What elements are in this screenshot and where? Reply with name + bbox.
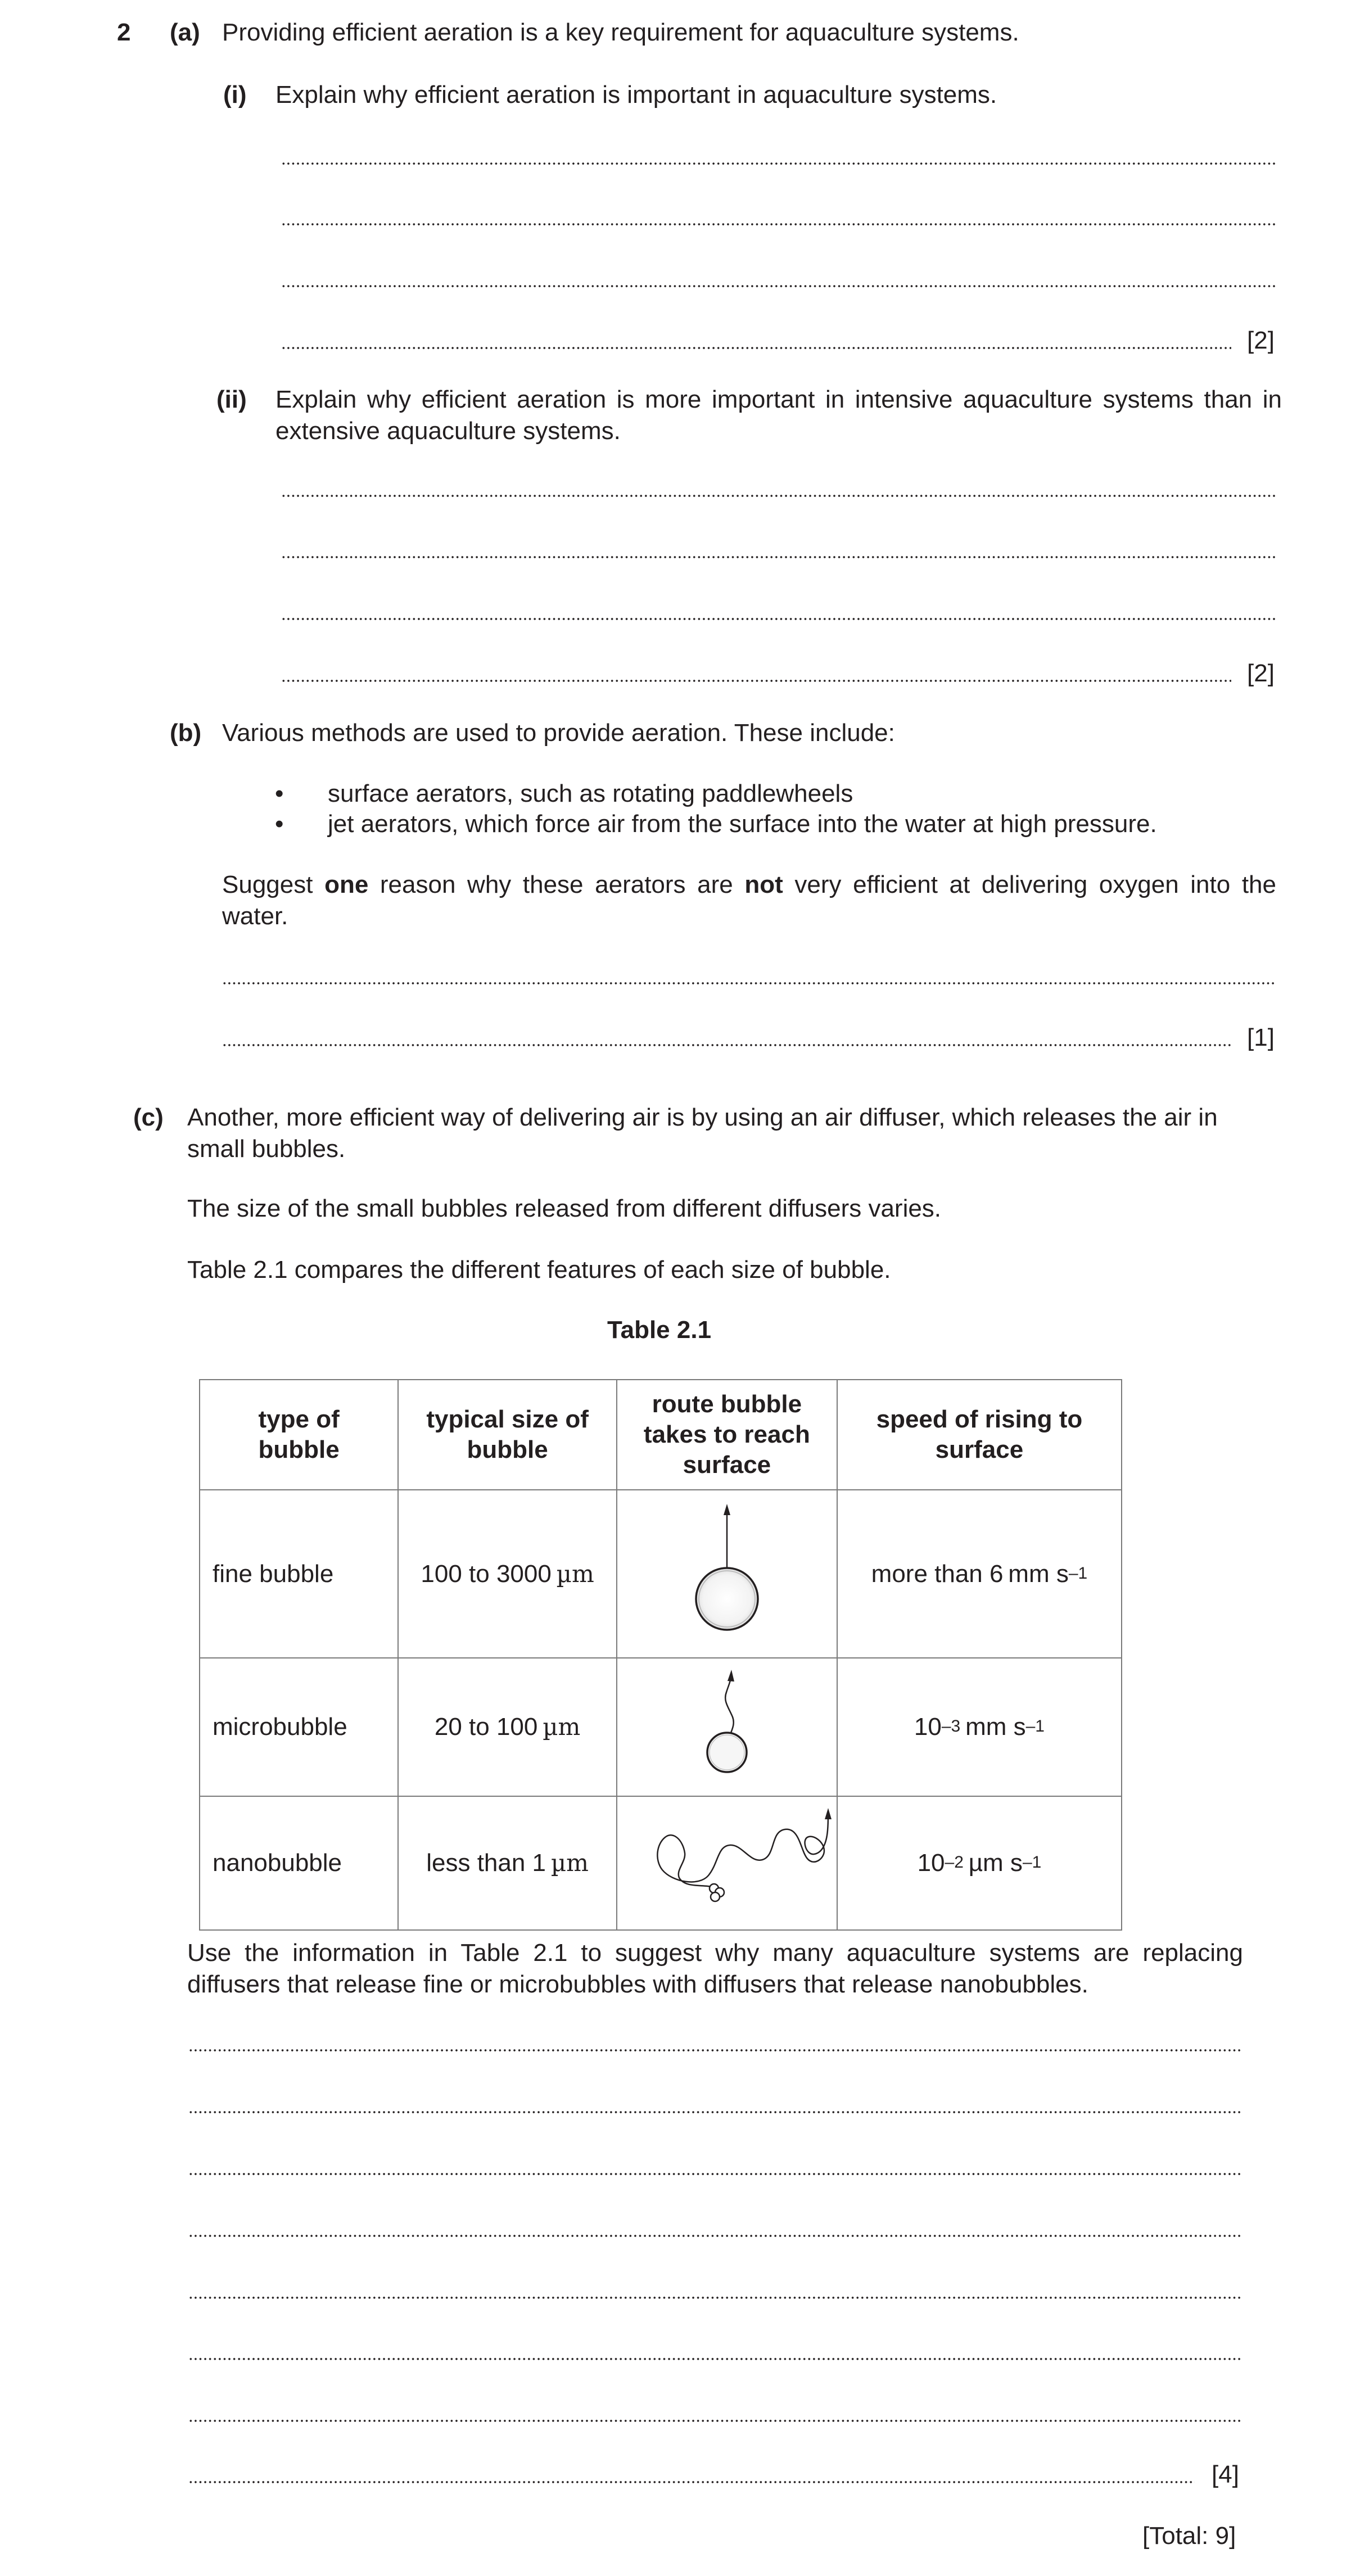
header-route: route bubble takes to reach surface	[617, 1380, 837, 1490]
question-number: 2	[117, 19, 131, 46]
part-c-para2: The size of the small bubbles released from different diffusers varies.	[187, 1195, 942, 1222]
table-row	[200, 1490, 1122, 1658]
answer-line[interactable]	[281, 680, 1231, 682]
answer-line[interactable]	[281, 285, 1276, 287]
cell-type: microbubble	[200, 1658, 398, 1796]
table-row	[200, 1796, 1122, 1930]
answer-line[interactable]	[188, 2049, 1242, 2051]
part-b-suggest: Suggest one reason why these aerators are not very efficient at delivering oxygen into the water.	[222, 871, 1276, 930]
part-b-label: (b)	[170, 719, 202, 747]
cell-route	[617, 1490, 837, 1658]
answer-line[interactable]	[281, 495, 1276, 497]
answer-line[interactable]	[281, 223, 1276, 225]
answer-line[interactable]	[188, 2297, 1242, 2299]
answer-line[interactable]	[188, 2420, 1242, 2422]
total-marks: [Total: 9]	[1142, 2522, 1236, 2550]
cell-speed: $10^{-2}$ µm $s^{-1}$	[837, 1796, 1122, 1930]
answer-line[interactable]	[188, 2358, 1242, 2360]
part-a-ii-text: Explain why efficient aeration is more important in intensive aquaculture systems than in extensive aquaculture systems.	[275, 386, 1282, 445]
marks-a-ii: [2]	[1247, 659, 1275, 687]
cell-type: fine bubble	[200, 1490, 398, 1658]
cell-size: 100 to 3000 µm	[398, 1490, 617, 1658]
part-b-stem: Various methods are used to provide aeration. These include:	[222, 719, 895, 747]
answer-line[interactable]	[281, 556, 1276, 558]
marks-a-i: [2]	[1247, 327, 1275, 354]
answer-line[interactable]	[188, 2481, 1195, 2483]
cell-type: nanobubble	[200, 1796, 398, 1930]
answer-line[interactable]	[188, 2173, 1242, 2175]
part-c-question: Use the information in Table 2.1 to suggest why many aquaculture systems are replacing diffusers that release fine or microbubbles with diffusers that release nanobubbles.	[187, 1939, 1243, 1998]
header-type: type of bubble	[200, 1380, 398, 1490]
header-size: typical size of bubble	[398, 1380, 617, 1490]
answer-line[interactable]	[222, 982, 1276, 984]
bullet-glyph: •	[275, 810, 284, 838]
cell-size: less than 1 µm	[398, 1796, 617, 1930]
cell-size: 20 to 100 µm	[398, 1658, 617, 1796]
part-a-ii-label: (ii)	[216, 386, 247, 413]
part-a-i-label: (i)	[223, 81, 247, 109]
marks-b: [1]	[1247, 1024, 1275, 1051]
table-row	[200, 1658, 1122, 1796]
answer-line[interactable]	[188, 2111, 1242, 2113]
bullet-item: surface aerators, such as rotating paddlewheels	[328, 780, 853, 807]
header-speed: speed of rising to surface	[837, 1380, 1122, 1490]
random-path-bubble-icon	[617, 1797, 837, 1922]
cell-speed: $10^{-3}$ mm $s^{-1}$	[837, 1658, 1122, 1796]
part-c-para3: Table 2.1 compares the different features of each size of bubble.	[187, 1256, 891, 1284]
answer-line[interactable]	[281, 618, 1276, 620]
cell-speed: more than 6 mm $s^{-1}$	[837, 1490, 1122, 1658]
bullet-item: jet aerators, which force air from the surface into the water at high pressure.	[328, 810, 1157, 838]
part-c-label: (c)	[133, 1104, 164, 1131]
marks-c: [4]	[1212, 2461, 1239, 2488]
answer-line[interactable]	[281, 347, 1231, 349]
cell-route	[617, 1796, 837, 1930]
table-header-row	[200, 1380, 1122, 1490]
part-a-i-text: Explain why efficient aeration is important in aquaculture systems.	[275, 81, 997, 109]
part-c-para1: Another, more efficient way of delivering air is by using an air diffuser, which releases the air in small bubbles.	[187, 1104, 1218, 1163]
straight-rising-bubble-icon	[617, 1490, 837, 1649]
part-a-label: (a)	[170, 19, 200, 46]
cell-route	[617, 1658, 837, 1796]
bubble-table	[199, 1379, 1122, 1931]
table-title: Table 2.1	[607, 1316, 712, 1344]
wavy-rising-bubble-icon	[617, 1658, 837, 1788]
answer-line[interactable]	[188, 2235, 1242, 2237]
answer-line[interactable]	[281, 162, 1276, 165]
answer-line[interactable]	[222, 1044, 1231, 1046]
bullet-glyph: •	[275, 780, 284, 807]
part-a-stem: Providing efficient aeration is a key requirement for aquaculture systems.	[222, 19, 1019, 46]
